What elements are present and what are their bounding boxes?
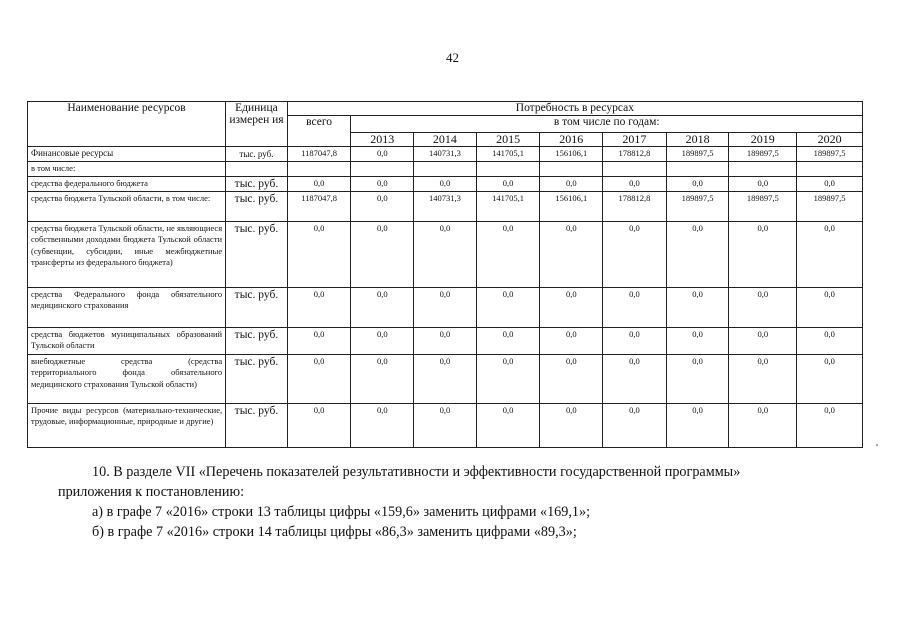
header-year: 2016 [540, 133, 603, 147]
total-cell: 1187047,8 [287, 147, 351, 162]
year-value-cell: 0,0 [540, 354, 603, 403]
year-value-cell: 189897,5 [797, 147, 863, 162]
year-value-cell: 0,0 [540, 176, 603, 191]
year-value-cell: 0,0 [666, 221, 729, 287]
year-value-cell: 0,0 [351, 327, 414, 354]
resource-name-cell: средства бюджета Тульской области, не являющиеся собственными доходами бюджета Тульской области (субвенции, субсидии, иные межбюджетные трансферты из федерального бюджета) [28, 221, 226, 287]
table-row [28, 147, 863, 162]
total-cell: 0,0 [287, 287, 351, 327]
resource-name-cell: средства федерального бюджета [28, 176, 226, 191]
year-value-cell [540, 162, 603, 177]
year-value-cell: 0,0 [414, 327, 477, 354]
year-value-cell: 156106,1 [540, 147, 603, 162]
year-value-cell: 0,0 [797, 176, 863, 191]
year-value-cell [729, 162, 797, 177]
year-value-cell [414, 162, 477, 177]
year-value-cell [476, 162, 540, 177]
header-year: 2019 [729, 133, 797, 147]
header-year: 2017 [603, 133, 667, 147]
year-value-cell: 0,0 [729, 354, 797, 403]
year-value-cell: 0,0 [797, 287, 863, 327]
year-value-cell: 189897,5 [666, 147, 729, 162]
year-value-cell: 0,0 [351, 191, 414, 221]
table-row [28, 327, 863, 354]
year-value-cell: 0,0 [351, 403, 414, 447]
paragraph-a: а) в графе 7 «2016» строки 13 таблицы цифры «159,6» заменить цифрами «169,1»; [92, 504, 591, 520]
year-value-cell: 0,0 [797, 403, 863, 447]
unit-cell: тыс. руб. [226, 147, 288, 162]
year-value-cell: 140731,3 [414, 191, 477, 221]
paragraph-10-continued: приложения к постановлению: [58, 484, 245, 500]
year-value-cell: 0,0 [414, 354, 477, 403]
year-value-cell: 0,0 [666, 327, 729, 354]
year-value-cell: 156106,1 [540, 191, 603, 221]
table-row [28, 162, 863, 177]
paragraph-b: б) в графе 7 «2016» строки 14 таблицы цифры «86,3» заменить цифрами «89,3»; [92, 524, 577, 540]
header-year: 2020 [797, 133, 863, 147]
year-value-cell [603, 162, 667, 177]
year-value-cell: 0,0 [666, 176, 729, 191]
year-value-cell: 0,0 [476, 176, 540, 191]
total-cell: 0,0 [287, 176, 351, 191]
table-row [28, 403, 863, 447]
year-value-cell: 189897,5 [729, 147, 797, 162]
total-cell: 0,0 [287, 354, 351, 403]
year-value-cell: 0,0 [797, 354, 863, 403]
year-value-cell [666, 162, 729, 177]
resource-name-cell: средства бюджетов муниципальных образований Тульской области [28, 327, 226, 354]
year-value-cell: 0,0 [540, 403, 603, 447]
year-value-cell: 0,0 [351, 287, 414, 327]
resource-name-cell: внебюджетные средства (средства территориального фонда обязательного медицинского страхования Тульской области) [28, 354, 226, 403]
year-value-cell: 140731,3 [414, 147, 477, 162]
header-by-years: в том числе по годам: [351, 116, 863, 133]
year-value-cell: 189897,5 [797, 191, 863, 221]
header-year: 2018 [666, 133, 729, 147]
resource-name-cell: средства Федерального фонда обязательного медицинского страхования [28, 287, 226, 327]
resource-name-cell: Прочие виды ресурсов (материально-технические, трудовые, информационные, природные и другие) [28, 403, 226, 447]
year-value-cell: 0,0 [540, 287, 603, 327]
resources-table [27, 101, 863, 448]
year-value-cell: 0,0 [603, 354, 667, 403]
table-row [28, 176, 863, 191]
unit-cell: тыс. руб. [226, 176, 288, 191]
year-value-cell: 0,0 [729, 403, 797, 447]
header-total: всего [287, 116, 351, 147]
header-name: Наименование ресурсов [28, 102, 226, 147]
header-year: 2013 [351, 133, 414, 147]
year-value-cell: 0,0 [729, 176, 797, 191]
year-value-cell: 0,0 [540, 221, 603, 287]
resource-name-cell: Финансовые ресурсы [28, 147, 226, 162]
year-value-cell: 141705,1 [476, 147, 540, 162]
year-value-cell: 178812,8 [603, 147, 667, 162]
unit-cell: тыс. руб. [226, 287, 288, 327]
year-value-cell: 0,0 [351, 176, 414, 191]
header-year: 2015 [476, 133, 540, 147]
year-value-cell: 0,0 [414, 403, 477, 447]
header-unit: Единица измерен ия [226, 102, 288, 147]
year-value-cell: 0,0 [729, 287, 797, 327]
year-value-cell: 189897,5 [729, 191, 797, 221]
year-value-cell [351, 162, 414, 177]
year-value-cell: 0,0 [476, 327, 540, 354]
year-value-cell: 0,0 [603, 327, 667, 354]
year-value-cell: 0,0 [729, 221, 797, 287]
year-value-cell: 0,0 [476, 354, 540, 403]
year-value-cell: 0,0 [476, 403, 540, 447]
year-value-cell: 0,0 [603, 287, 667, 327]
year-value-cell: 0,0 [603, 403, 667, 447]
table-row [28, 354, 863, 403]
resource-name-cell: в том числе: [28, 162, 226, 177]
year-value-cell: 189897,5 [666, 191, 729, 221]
unit-cell: тыс. руб. [226, 327, 288, 354]
year-value-cell [797, 162, 863, 177]
year-value-cell: 0,0 [476, 221, 540, 287]
total-cell [287, 162, 351, 177]
year-value-cell: 0,0 [797, 221, 863, 287]
resource-name-cell: средства бюджета Тульской области, в том числе: [28, 191, 226, 221]
table-row [28, 287, 863, 327]
year-value-cell: 0,0 [414, 221, 477, 287]
unit-cell: тыс. руб. [226, 221, 288, 287]
year-value-cell: 0,0 [414, 287, 477, 327]
year-value-cell: 0,0 [351, 221, 414, 287]
year-value-cell: 0,0 [666, 403, 729, 447]
unit-cell: тыс. руб. [226, 191, 288, 221]
year-value-cell: 0,0 [351, 147, 414, 162]
year-value-cell: 0,0 [729, 327, 797, 354]
header-year: 2014 [414, 133, 477, 147]
scan-speck [876, 444, 878, 446]
year-value-cell: 178812,8 [603, 191, 667, 221]
total-cell: 0,0 [287, 221, 351, 287]
table-row [28, 191, 863, 221]
year-value-cell: 0,0 [351, 354, 414, 403]
year-value-cell: 0,0 [603, 221, 667, 287]
year-value-cell: 0,0 [797, 327, 863, 354]
year-value-cell: 0,0 [476, 287, 540, 327]
page-number: 42 [446, 50, 459, 65]
year-value-cell: 0,0 [666, 287, 729, 327]
unit-cell: тыс. руб. [226, 354, 288, 403]
total-cell: 0,0 [287, 403, 351, 447]
header-need: Потребность в ресурсах [287, 102, 862, 116]
year-value-cell: 0,0 [540, 327, 603, 354]
year-value-cell: 0,0 [414, 176, 477, 191]
unit-cell: тыс. руб. [226, 403, 288, 447]
total-cell: 1187047,8 [287, 191, 351, 221]
total-cell: 0,0 [287, 327, 351, 354]
table-row [28, 221, 863, 287]
table-body [28, 147, 863, 448]
unit-cell [226, 162, 288, 177]
year-value-cell: 141705,1 [476, 191, 540, 221]
paragraph-10: 10. В разделе VII «Перечень показателей результативности и эффективности государственной программы» [92, 464, 741, 480]
year-value-cell: 0,0 [666, 354, 729, 403]
year-value-cell: 0,0 [603, 176, 667, 191]
